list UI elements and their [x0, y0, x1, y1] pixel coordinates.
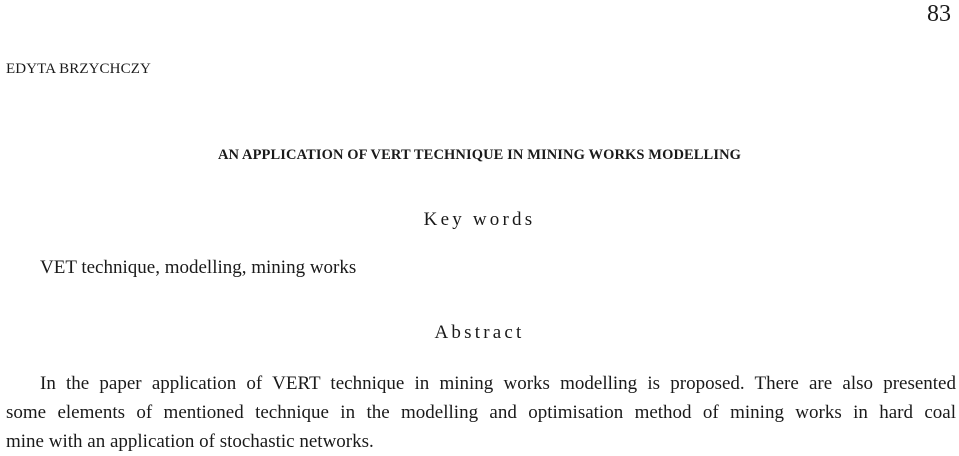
keywords-text: VET technique, modelling, mining works — [40, 257, 357, 278]
abstract-line: mine with an application of stochastic networks. — [6, 431, 374, 452]
paper-title: AN APPLICATION OF VERT TECHNIQUE IN MINING WORKS MODELLING — [217, 147, 742, 163]
keywords-heading: Key words — [423, 209, 536, 230]
abstract-line: In the paper application of VERT technique in mining works modelling is proposed. There are also presented — [40, 373, 956, 394]
author-name: EDYTA BRZYCHCZY — [6, 61, 151, 77]
abstract-body — [6, 369, 956, 456]
abstract-heading: Abstract — [434, 322, 525, 343]
abstract-line: some elements of mentioned technique in the modelling and optimisation method of mining works in hard coal — [6, 402, 956, 423]
page-number: 83 — [927, 1, 951, 27]
